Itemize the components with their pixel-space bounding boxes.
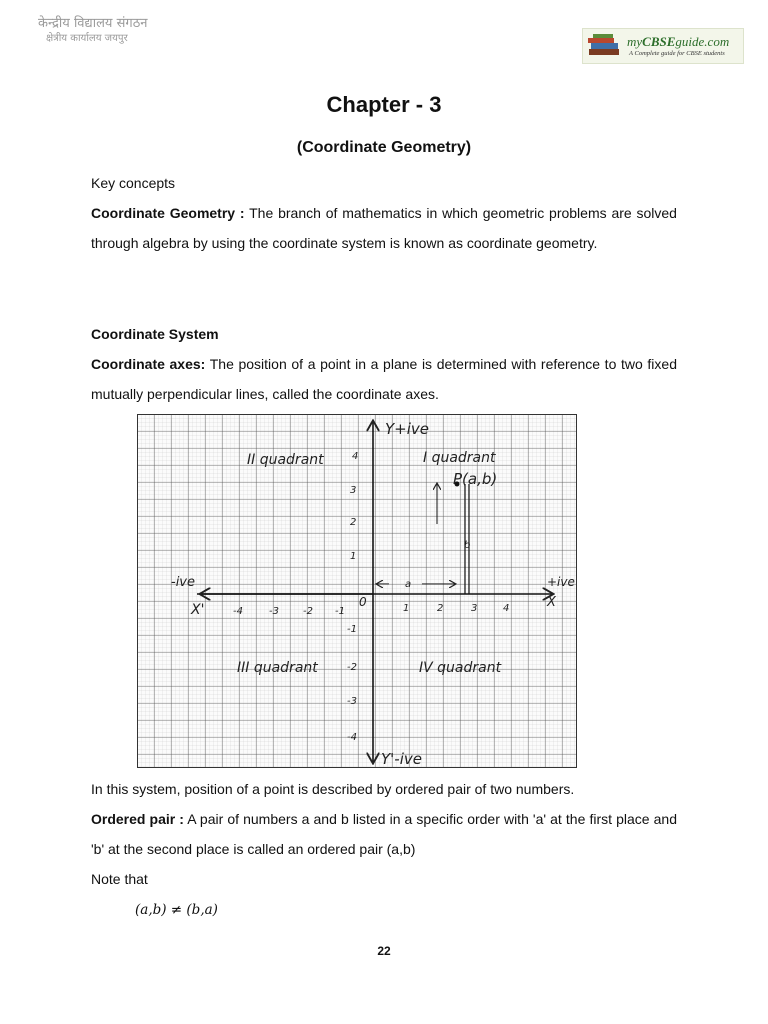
- coordinate-system-section: [91, 319, 677, 409]
- mycbseguide-logo[interactable]: [582, 28, 744, 64]
- x-tick-label: 1: [403, 603, 410, 614]
- y-tick-label: -1: [347, 624, 357, 635]
- quadrant-1-label: I quadrant: [423, 450, 496, 466]
- y-tick-label: -2: [347, 662, 357, 673]
- regional-office: क्षेत्रीय कार्यालय जयपुर: [46, 33, 128, 44]
- coordinate-system-heading: Coordinate System: [91, 326, 219, 342]
- x-tick-label: -2: [303, 606, 313, 617]
- x-prime-label: X': [191, 602, 205, 618]
- a-distance-label: a: [405, 579, 412, 590]
- definition-term: Coordinate Geometry :: [91, 205, 245, 221]
- ordered-pair-definition: [91, 804, 677, 864]
- quadrant-4-label: IV quadrant: [419, 660, 502, 676]
- logo-brand: myCBSEguide.com: [627, 34, 730, 49]
- x-tick-label: -3: [269, 606, 279, 617]
- books-icon: [587, 33, 623, 59]
- y-tick-label: 3: [350, 485, 357, 496]
- point-p-label: P(a,b): [453, 470, 498, 488]
- b-distance-label: b: [464, 540, 471, 551]
- x-positive-label: +ive: [547, 575, 575, 589]
- y-tick-label: -3: [347, 696, 357, 707]
- definition-term: Ordered pair :: [91, 811, 184, 827]
- x-tick-label: 3: [471, 603, 478, 614]
- chapter-title: Chapter - 3: [326, 92, 442, 117]
- x-tick-label: -1: [335, 606, 345, 617]
- x-axis-label: X: [547, 595, 556, 610]
- key-concepts-label: Key concepts: [91, 175, 176, 191]
- y-tick-label: 1: [350, 551, 357, 562]
- definition-text: The branch of mathematics in which geometric problems are solved through algebra by using the coordinate system is known as coordinate geometry.: [91, 205, 677, 251]
- x-negative-label: -ive: [171, 575, 195, 590]
- x-tick-label: 4: [503, 603, 510, 614]
- y-tick-label: 2: [350, 517, 357, 528]
- definition-term: Coordinate axes:: [91, 356, 206, 372]
- y-tick-label: 4: [352, 451, 359, 462]
- x-tick-label: -4: [233, 606, 243, 617]
- org-header: [38, 16, 147, 45]
- ordered-pair-intro: In this system, position of a point is described by ordered pair of two numbers.: [91, 781, 575, 797]
- ordered-pair-formula: (a,b) ≠ (b,a): [135, 902, 218, 918]
- origin-label: 0: [359, 595, 367, 609]
- x-tick-label: 2: [437, 603, 444, 614]
- ordered-pair-section: [91, 774, 677, 894]
- y-tick-label: -4: [347, 732, 357, 743]
- org-name: केन्द्रीय विद्यालय संगठन: [38, 16, 148, 31]
- page-number: 22: [377, 944, 391, 958]
- intro-section: [91, 168, 677, 258]
- coordinate-geometry-definition: [91, 198, 677, 258]
- logo-tagline: A Complete guide for CBSE students: [629, 50, 725, 57]
- y-prime-label: Y'-ive: [381, 750, 422, 768]
- quadrant-2-label: II quadrant: [247, 452, 324, 468]
- chapter-subtitle: (Coordinate Geometry): [296, 139, 472, 156]
- definition-text: The position of a point in a plane is determined with reference to two fixed mutually perpendicular lines, called the coordinate axes.: [91, 356, 677, 402]
- coordinate-axes-definition: [91, 349, 677, 409]
- definition-text: A pair of numbers a and b listed in a specific order with 'a' at the first place and 'b' at the second place is called an ordered pair (a,b): [91, 811, 677, 857]
- y-axis-label: Y+ive: [385, 420, 430, 438]
- note-that-label: Note that: [91, 871, 148, 887]
- coordinate-axes-figure: [137, 414, 577, 768]
- quadrant-3-label: III quadrant: [237, 660, 318, 676]
